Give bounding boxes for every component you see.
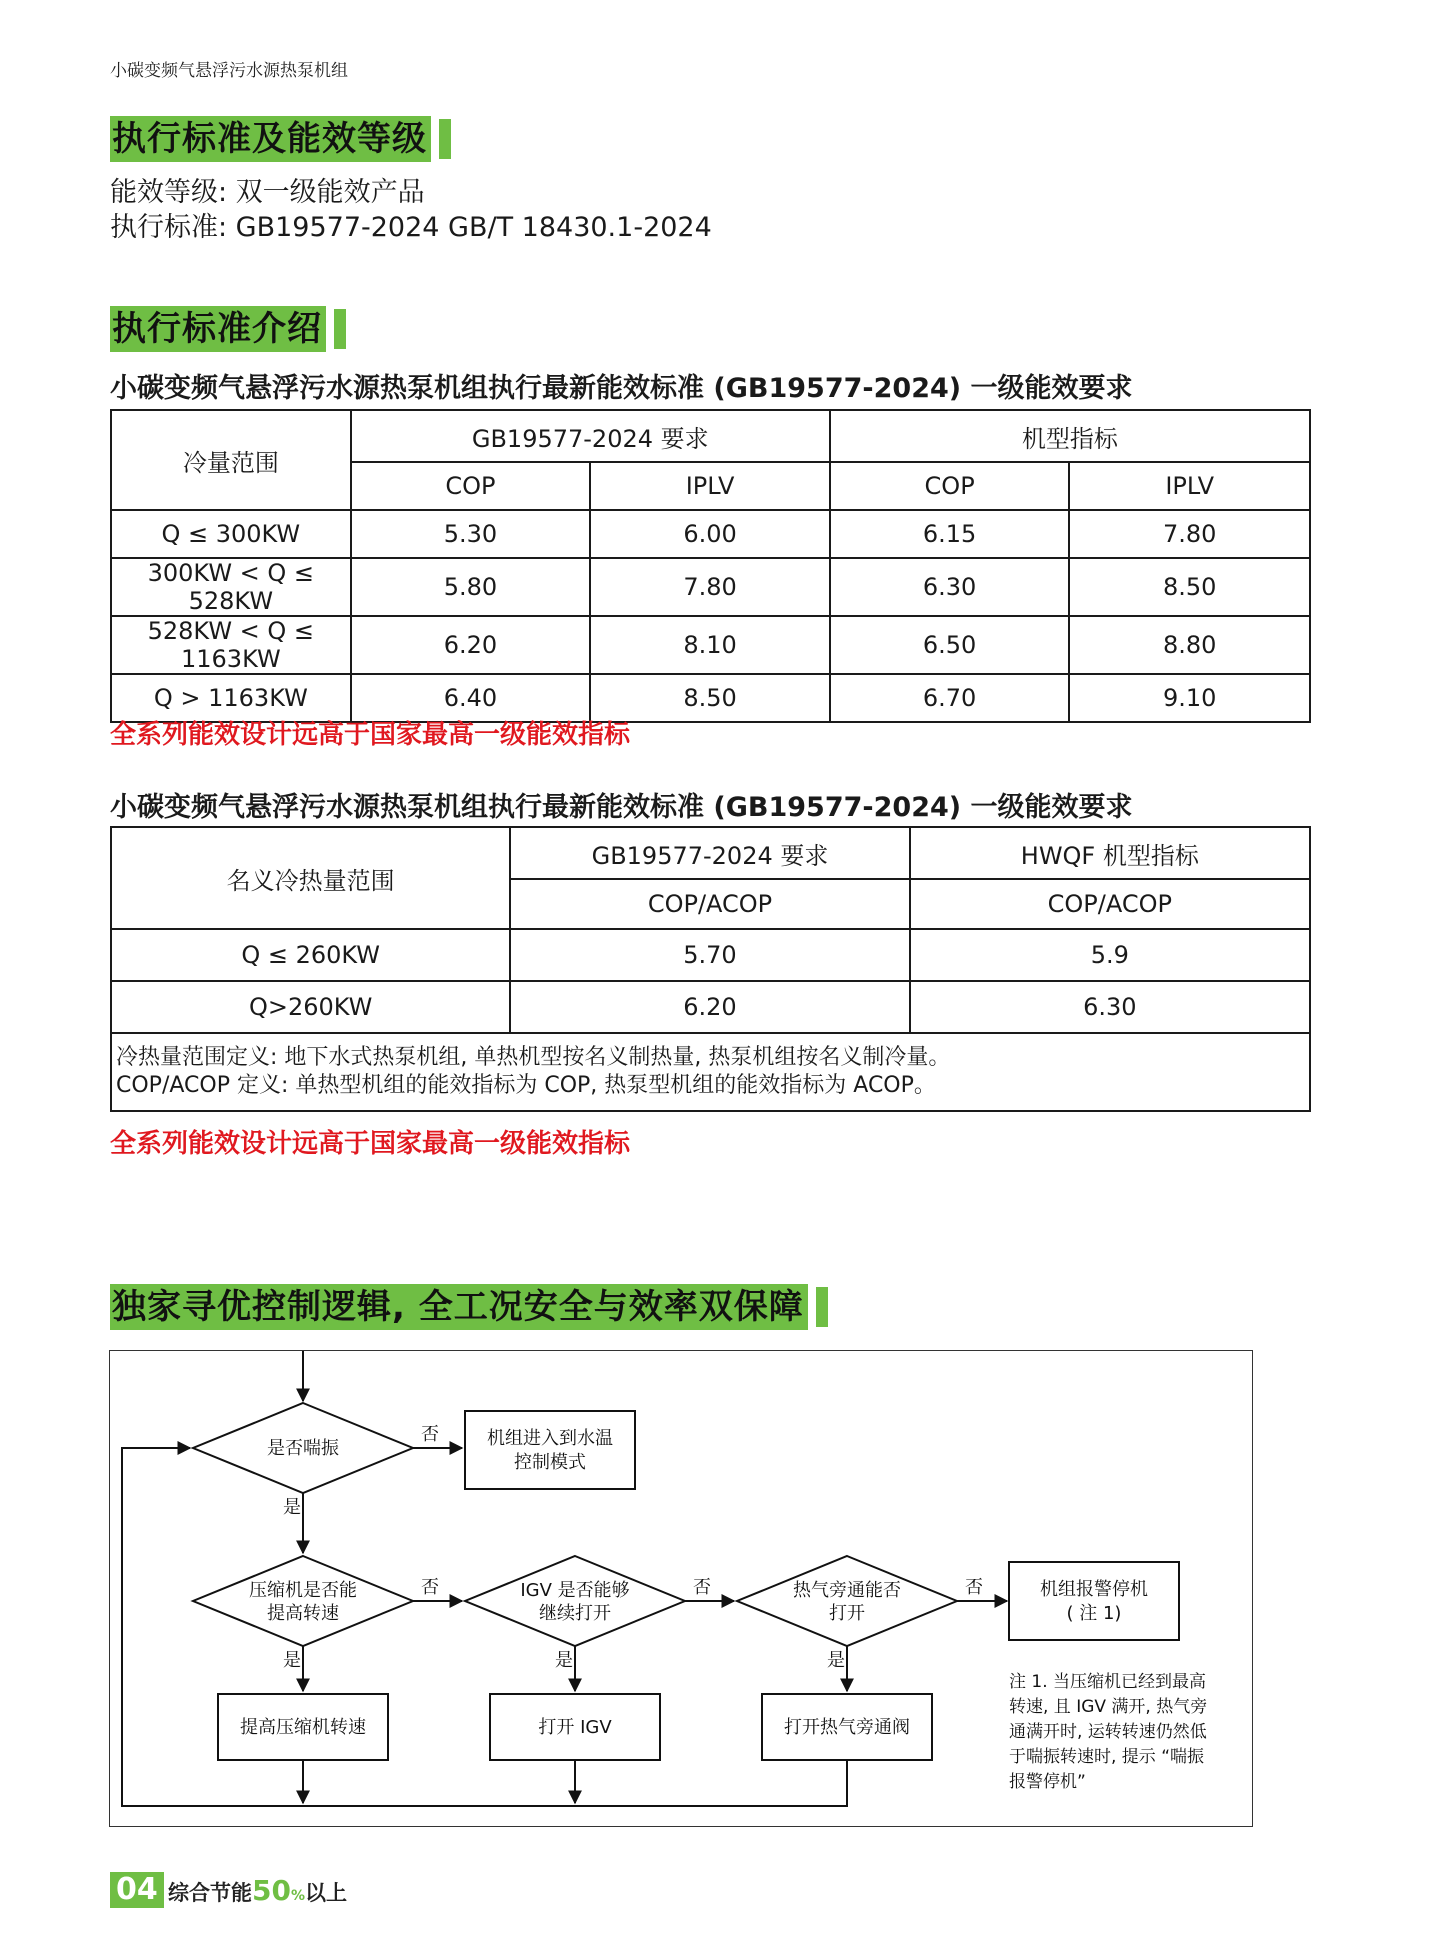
subheader-iplv-std: IPLV <box>590 462 830 510</box>
section-heading-intro <box>110 306 346 352</box>
box-water-temp-mode <box>465 1411 635 1489</box>
header-cooling-range: 冷量范围 <box>111 410 351 510</box>
header-model-index: 机型指标 <box>830 410 1310 462</box>
cell-value: 7.80 <box>590 558 830 616</box>
subheader-cop-acop-unit: COP/ACOP <box>910 879 1310 929</box>
table2-title: 小碳变频气悬浮污水源热泵机组执行最新能效标准 (GB19577-2024) 一级能效要求 <box>110 792 1133 823</box>
d3-line2: 继续打开 <box>539 1603 611 1624</box>
cell-value: 5.9 <box>910 929 1310 981</box>
slogan-suffix: 以上 <box>305 1881 347 1905</box>
d4-line1: 热气旁通能否 <box>793 1580 901 1601</box>
cell-value: 6.40 <box>351 674 591 722</box>
note-line3: 通满开时, 运转转速仍然低 <box>1009 1722 1207 1742</box>
table-row <box>111 558 1310 616</box>
cell-value: 9.10 <box>1069 674 1310 722</box>
flowchart-frame <box>109 1350 1253 1827</box>
box-alarm-stop <box>1009 1562 1179 1640</box>
cell-value: 8.80 <box>1069 616 1310 674</box>
cell-value: 6.15 <box>830 510 1070 558</box>
open-bypass-label: 打开热气旁通阀 <box>784 1717 910 1738</box>
water-mode-line1: 机组进入到水温 <box>487 1428 613 1449</box>
cell-range: Q ≤ 300KW <box>111 510 351 558</box>
subheader-iplv-unit: IPLV <box>1069 462 1310 510</box>
cell-value: 6.70 <box>830 674 1070 722</box>
subheader-cop-acop-std: COP/ACOP <box>510 879 909 929</box>
d4-line2: 打开 <box>829 1603 865 1624</box>
table-row <box>111 510 1310 558</box>
standard-line: 执行标准: GB19577-2024 GB/T 18430.1-2024 <box>110 212 712 243</box>
table-row <box>111 981 1310 1033</box>
cell-range: Q > 1163KW <box>111 674 351 722</box>
increase-speed-label: 提高压缩机转速 <box>240 1717 366 1738</box>
alarm-line2: ( 注 1) <box>1066 1603 1122 1624</box>
d1-label: 是否喘振 <box>267 1438 339 1459</box>
header-hwqf-index: HWQF 机型指标 <box>910 827 1310 879</box>
cell-value: 5.70 <box>510 929 909 981</box>
table1-red-note: 全系列能效设计远高于国家最高一级能效指标 <box>110 720 631 750</box>
header-gb-requirement: GB19577-2024 要求 <box>351 410 830 462</box>
slogan-number-value: 50 <box>252 1874 291 1907</box>
no-label: 否 <box>693 1577 711 1598</box>
table1-title: 小碳变频气悬浮污水源热泵机组执行最新能效标准 (GB19577-2024) 一级能效要求 <box>110 373 1133 404</box>
efficiency-table-cooling <box>110 409 1311 723</box>
cell-value: 6.00 <box>590 510 830 558</box>
table2-red-note: 全系列能效设计远高于国家最高一级能效指标 <box>110 1129 631 1159</box>
water-mode-line2: 控制模式 <box>514 1452 586 1473</box>
section-heading-standards-text: 执行标准及能效等级 <box>110 116 431 162</box>
note-line1: 注 1. 当压缩机已经到最高 <box>1009 1672 1207 1692</box>
cell-value: 7.80 <box>1069 510 1310 558</box>
open-igv-label: 打开 IGV <box>538 1717 612 1738</box>
note-line5: 报警停机” <box>1009 1772 1086 1792</box>
no-label: 否 <box>421 1577 439 1598</box>
document-title: 小碳变频气悬浮污水源热泵机组 <box>110 61 348 81</box>
no-label: 否 <box>421 1424 439 1445</box>
d3-line1: IGV 是否能够 <box>520 1580 630 1601</box>
cell-value: 6.20 <box>351 616 591 674</box>
note-line2: 转速, 且 IGV 满开, 热气旁 <box>1009 1697 1208 1717</box>
efficiency-table-heating <box>110 826 1311 1112</box>
table2-footnote <box>111 1033 1310 1111</box>
cell-value: 8.50 <box>590 674 830 722</box>
heading-accent-bar <box>439 119 451 159</box>
yes-label: 是 <box>827 1650 845 1671</box>
cell-value: 5.30 <box>351 510 591 558</box>
cell-value: 5.80 <box>351 558 591 616</box>
alarm-line1: 机组报警停机 <box>1040 1579 1148 1600</box>
yes-label: 是 <box>283 1497 301 1518</box>
section-heading-intro-text: 执行标准介绍 <box>110 306 326 352</box>
subheader-cop-unit: COP <box>830 462 1070 510</box>
efficiency-grade-line: 能效等级: 双一级能效产品 <box>110 177 425 208</box>
note-line4: 于喘振转速时, 提示 “喘振 <box>1009 1747 1205 1767</box>
no-label: 否 <box>965 1577 983 1598</box>
cell-range: 300KW < Q ≤ 528KW <box>111 558 351 616</box>
cell-value: 6.30 <box>910 981 1310 1033</box>
d2-line1: 压缩机是否能 <box>249 1580 357 1601</box>
cell-range: 528KW < Q ≤ 1163KW <box>111 616 351 674</box>
footnote-cop-definition: COP/ACOP 定义: 单热型机组的能效指标为 COP, 热泵型机组的能效指标为 ACOP。 <box>116 1073 936 1098</box>
heading-accent-bar <box>816 1287 828 1327</box>
slogan-prefix: 综合节能 <box>168 1881 252 1905</box>
decision-compressor-speed <box>193 1556 413 1646</box>
yes-label: 是 <box>283 1650 301 1671</box>
decision-igv <box>465 1556 685 1646</box>
table-row <box>111 929 1310 981</box>
decision-hot-gas-bypass <box>737 1556 957 1646</box>
cell-value: 8.50 <box>1069 558 1310 616</box>
slogan-percent-sign: % <box>290 1888 305 1904</box>
header-gb-requirement: GB19577-2024 要求 <box>510 827 909 879</box>
section-heading-standards <box>110 116 451 162</box>
section-heading-control-logic-text: 独家寻优控制逻辑, 全工况安全与效率双保障 <box>110 1284 808 1330</box>
d2-line2: 提高转速 <box>267 1603 339 1624</box>
cell-value: 6.30 <box>830 558 1070 616</box>
heading-accent-bar <box>334 309 346 349</box>
slogan-number <box>252 1874 305 1907</box>
header-nominal-range: 名义冷热量范围 <box>111 827 510 929</box>
subheader-cop-std: COP <box>351 462 591 510</box>
cell-value: 8.10 <box>590 616 830 674</box>
table-row <box>111 616 1310 674</box>
cell-range: Q ≤ 260KW <box>111 929 510 981</box>
page-number: 04 <box>110 1872 164 1908</box>
control-flowchart <box>110 1351 1252 1826</box>
cell-value: 6.50 <box>830 616 1070 674</box>
yes-label: 是 <box>555 1650 573 1671</box>
footer-slogan <box>168 1876 347 1911</box>
cell-range: Q>260KW <box>111 981 510 1033</box>
cell-value: 6.20 <box>510 981 909 1033</box>
footnote-range-definition: 冷热量范围定义: 地下水式热泵机组, 单热机型按名义制热量, 热泵机组按名义制冷量。 <box>116 1045 951 1070</box>
section-heading-control-logic <box>110 1284 828 1330</box>
